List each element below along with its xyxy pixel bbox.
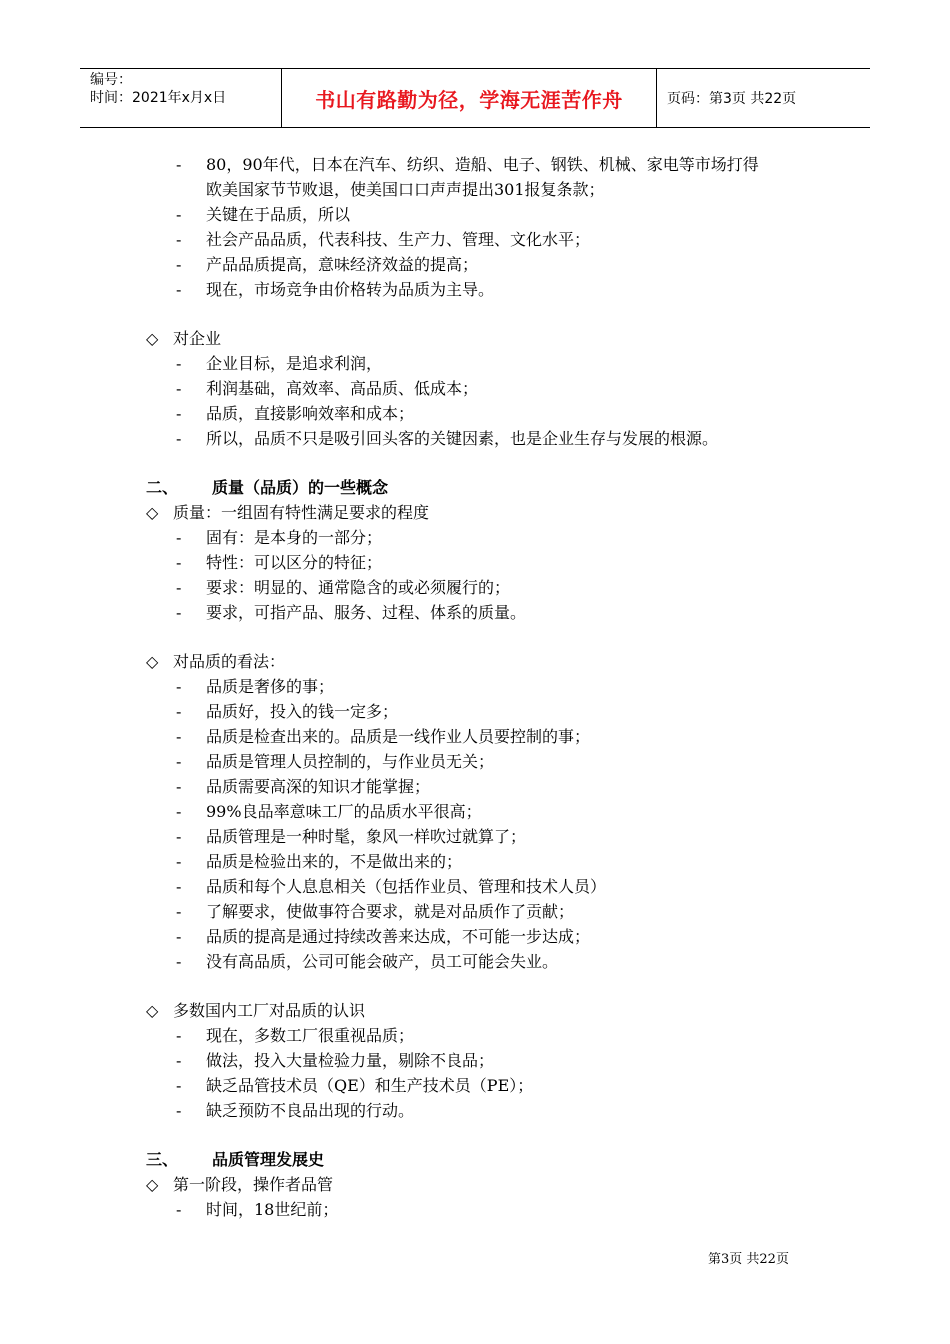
dash-bullet-icon: - — [176, 404, 182, 423]
topic-heading — [0, 326, 950, 351]
list-item — [0, 949, 950, 974]
list-item — [0, 1023, 950, 1048]
dash-bullet-icon: - — [176, 702, 182, 721]
dash-bullet-icon: - — [176, 1026, 182, 1045]
document-body — [0, 152, 950, 1222]
list-item — [0, 252, 950, 277]
page-footer: 第3页 共22页 — [708, 1252, 789, 1267]
dash-bullet-icon: - — [176, 777, 182, 796]
list-item — [0, 774, 950, 799]
list-item — [0, 924, 950, 949]
list-item — [0, 1048, 950, 1073]
list-item-text: 缺乏预防不良品出现的行动。 — [206, 1101, 415, 1120]
header-page-number: 页码：第3页 共22页 — [667, 91, 797, 107]
list-item-text: 社会产品品质，代表科技、生产力、管理、文化水平； — [206, 230, 591, 249]
dash-bullet-icon: - — [176, 802, 182, 821]
topic-heading-text: 质量：一组固有特性满足要求的程度 — [173, 503, 430, 522]
blank-line — [0, 625, 950, 649]
blank-line — [0, 974, 950, 998]
topic-heading-text: 对企业 — [173, 329, 222, 348]
list-item-text: 品质是奢侈的事； — [206, 677, 335, 696]
list-item — [0, 874, 950, 899]
list-item-text: 时间，18世纪前； — [206, 1200, 339, 1219]
topic-heading — [0, 649, 950, 674]
dash-bullet-icon: - — [176, 1200, 182, 1219]
list-item — [0, 525, 950, 550]
dash-bullet-icon: - — [176, 752, 182, 771]
dash-bullet-icon: - — [176, 429, 182, 448]
list-item-text: 关键在于品质，所以 — [206, 205, 351, 224]
list-item-text: 品质和每个人息息相关（包括作业员、管理和技术人员） — [206, 877, 607, 896]
dash-bullet-icon: - — [176, 354, 182, 373]
document-number-label: 编号： — [90, 72, 132, 88]
list-item-text: 99%良品率意味工厂的品质水平很高； — [206, 802, 482, 821]
dash-bullet-icon: - — [176, 727, 182, 746]
dash-bullet-icon: - — [176, 1101, 182, 1120]
diamond-bullet-icon: ◇ — [146, 329, 159, 348]
topic-heading — [0, 998, 950, 1023]
dash-bullet-icon: - — [176, 379, 182, 398]
diamond-bullet-icon: ◇ — [146, 652, 159, 671]
list-item — [0, 799, 950, 824]
dash-bullet-icon: - — [176, 1076, 182, 1095]
list-item-text: 现在，多数工厂很重视品质； — [206, 1026, 415, 1045]
blank-line — [0, 302, 950, 326]
list-item-text: 品质是检查出来的。品质是一线作业人员要控制的事； — [206, 727, 591, 746]
diamond-bullet-icon: ◇ — [146, 1001, 159, 1020]
section-number: 三、 — [146, 1150, 179, 1169]
header-motto: 书山有路勤为径，学海无涯苦作舟 — [281, 69, 657, 127]
diamond-bullet-icon: ◇ — [146, 1175, 159, 1194]
dash-bullet-icon: - — [176, 852, 182, 871]
list-item — [0, 1073, 950, 1098]
list-item-text: 品质好，投入的钱一定多； — [206, 702, 399, 721]
list-item-text: 要求：明显的、通常隐含的或必须履行的； — [206, 578, 511, 597]
list-item-text: 品质的提高是通过持续改善来达成，不可能一步达成； — [206, 927, 591, 946]
list-item — [0, 351, 950, 376]
blank-line — [0, 1123, 950, 1147]
list-item — [0, 575, 950, 600]
dash-bullet-icon: - — [176, 827, 182, 846]
page-header — [80, 68, 870, 128]
section-title: 品质管理发展史 — [212, 1150, 325, 1169]
list-item-text: 缺乏品管技术员（QE）和生产技术员（PE）； — [206, 1076, 534, 1095]
list-item-text: 所以，品质不只是吸引回头客的关键因素，也是企业生存与发展的根源。 — [206, 429, 719, 448]
dash-bullet-icon: - — [176, 528, 182, 547]
diamond-bullet-icon: ◇ — [146, 503, 159, 522]
dash-bullet-icon: - — [176, 280, 182, 299]
topic-heading-text: 多数国内工厂对品质的认识 — [173, 1001, 366, 1020]
topic-heading — [0, 1172, 950, 1197]
list-item — [0, 1098, 950, 1123]
list-item-text: 现在，市场竞争由价格转为品质为主导。 — [206, 280, 495, 299]
topic-heading-text: 第一阶段，操作者品管 — [173, 1175, 334, 1194]
list-item — [0, 401, 950, 426]
dash-bullet-icon: - — [176, 205, 182, 224]
list-item — [0, 550, 950, 575]
list-item-text: 品质管理是一种时髦，象风一样吹过就算了； — [206, 827, 527, 846]
dash-bullet-icon: - — [176, 553, 182, 572]
list-item — [0, 277, 950, 302]
list-item — [0, 152, 950, 177]
topic-heading — [0, 500, 950, 525]
section-number: 二、 — [146, 478, 179, 497]
list-item-text: 没有高品质，公司可能会破产，员工可能会失业。 — [206, 952, 559, 971]
list-item-text: 特性：可以区分的特征； — [206, 553, 383, 572]
dash-bullet-icon: - — [176, 255, 182, 274]
list-item-text: 做法，投入大量检验力量，剔除不良品； — [206, 1051, 495, 1070]
dash-bullet-icon: - — [176, 230, 182, 249]
list-item — [0, 227, 950, 252]
dash-bullet-icon: - — [176, 927, 182, 946]
list-item-text: 品质需要高深的知识才能掌握； — [206, 777, 431, 796]
list-item — [0, 849, 950, 874]
dash-bullet-icon: - — [176, 1051, 182, 1070]
list-item — [0, 724, 950, 749]
list-item-text: 企业目标，是追求利润， — [206, 354, 383, 373]
list-item-text: 品质是管理人员控制的，与作业员无关； — [206, 752, 495, 771]
list-item — [0, 376, 950, 401]
list-item-text: 品质是检验出来的，不是做出来的； — [206, 852, 463, 871]
header-meta — [80, 69, 281, 127]
list-item-text: 要求，可指产品、服务、过程、体系的质量。 — [206, 603, 527, 622]
list-item-text: 利润基础，高效率、高品质、低成本； — [206, 379, 479, 398]
list-item-text: 欧美国家节节败退，使美国口口声声提出301报复条款； — [206, 180, 605, 199]
list-item — [0, 600, 950, 625]
list-item — [0, 426, 950, 451]
document-time-label: 时间：2021年x月x日 — [90, 90, 227, 106]
dash-bullet-icon: - — [176, 578, 182, 597]
list-item — [0, 699, 950, 724]
list-item-text: 产品品质提高，意味经济效益的提高； — [206, 255, 479, 274]
list-item — [0, 1197, 950, 1222]
dash-bullet-icon: - — [176, 155, 182, 174]
list-item-text: 固有：是本身的一部分； — [206, 528, 383, 547]
list-item — [0, 824, 950, 849]
list-item — [0, 674, 950, 699]
section-heading — [0, 475, 950, 500]
list-item — [0, 749, 950, 774]
list-item-continuation — [0, 177, 950, 202]
list-item-text: 品质，直接影响效率和成本； — [206, 404, 415, 423]
dash-bullet-icon: - — [176, 877, 182, 896]
blank-line — [0, 451, 950, 475]
section-heading — [0, 1147, 950, 1172]
list-item — [0, 899, 950, 924]
section-title: 质量（品质）的一些概念 — [212, 478, 389, 497]
list-item-text: 了解要求，使做事符合要求，就是对品质作了贡献； — [206, 902, 575, 921]
topic-heading-text: 对品质的看法： — [173, 652, 286, 671]
dash-bullet-icon: - — [176, 952, 182, 971]
dash-bullet-icon: - — [176, 902, 182, 921]
list-item-text: 80，90年代，日本在汽车、纺织、造船、电子、钢铁、机械、家电等市场打得 — [206, 155, 759, 174]
list-item — [0, 202, 950, 227]
dash-bullet-icon: - — [176, 677, 182, 696]
dash-bullet-icon: - — [176, 603, 182, 622]
